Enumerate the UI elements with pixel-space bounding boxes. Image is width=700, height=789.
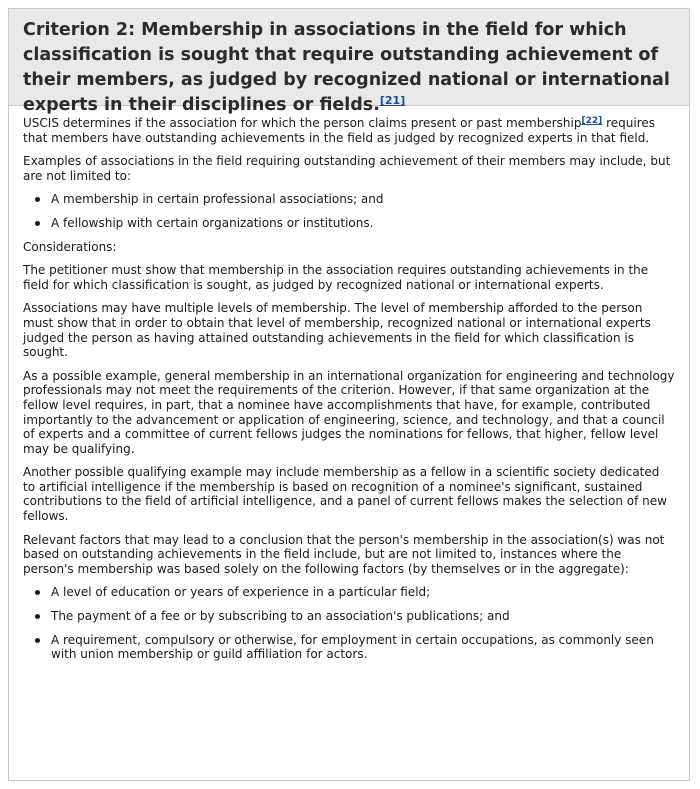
footnote-22-link[interactable]: [22] bbox=[581, 116, 603, 126]
paragraph: As a possible example, general membership in an international organization for engineering and technology professionals may not meet the requirements of the criterion. However, if that same organization at the fellow level requires, in part, that a nominee have accomplishments that have, for example, contributed importantly to the advancement or application of engineering, science, and technology, and that a council of experts and a committee of current fellows judges the nominations for fellows, that higher, fellow level may be qualifying. bbox=[23, 368, 675, 456]
considerations-label: Considerations: bbox=[23, 239, 117, 254]
intro-text-end: requires that members have outstanding achievements in the field as judged by recognized experts in that field. bbox=[23, 116, 655, 145]
paragraph: Associations may have multiple levels of membership. The level of membership afforded to the person must show that in order to obtain that level of membership, recognized national or international experts judged the person as having attained outstanding achievements in the field for which classification is sought. bbox=[23, 301, 651, 360]
paragraph: Relevant factors that may lead to a conclusion that the person's membership in the association(s) was not based on outstanding achievements in the field include, but are not limited to, instances where the person's membership was based solely on the following factors (by themselves or in the aggregate): bbox=[23, 532, 665, 576]
paragraph: Another possible qualifying example may include membership as a fellow in a scientific society dedicated to artificial intelligence if the membership is based on recognition of a nominee's significant, sustained contributions to the field of artificial intelligence, and a panel of current fellows makes the selection of new fellows. bbox=[23, 465, 667, 524]
criterion-body bbox=[9, 106, 689, 662]
criterion-panel bbox=[8, 8, 690, 781]
examples-list bbox=[23, 192, 675, 230]
criterion-title bbox=[23, 18, 675, 118]
footnote-22 bbox=[582, 116, 603, 126]
intro-text-start: USCIS determines if the association for which the person claims present or past membership bbox=[23, 116, 582, 130]
criterion-title-text: Criterion 2: Membership in associations in the field for which classification is sought that require outstanding achievement of their members, as judged by recognized national or international experts in their disciplines or fields. bbox=[23, 20, 670, 115]
factors-list bbox=[23, 585, 675, 661]
paragraph: The petitioner must show that membership in the association requires outstanding achievements in the field for which classification is sought, as judged by recognized national or international experts. bbox=[23, 263, 649, 292]
list-item: A membership in certain professional associations; and bbox=[51, 192, 675, 207]
criterion-header bbox=[9, 9, 689, 115]
list-item: A level of education or years of experience in a particular field; bbox=[51, 585, 675, 600]
examples-intro: Examples of associations in the field requiring outstanding achievement of their members may include, but are not limited to: bbox=[23, 154, 671, 183]
footnote-21 bbox=[380, 94, 405, 107]
list-item: A requirement, compulsory or otherwise, for employment in certain occupations, as commonly seen with union membership or guild affiliation for actors. bbox=[51, 633, 675, 662]
list-item: A fellowship with certain organizations or institutions. bbox=[51, 216, 675, 231]
list-item: The payment of a fee or by subscribing to an association's publications; and bbox=[51, 609, 675, 624]
intro-paragraph bbox=[23, 116, 675, 145]
footnote-21-link[interactable]: [21] bbox=[379, 94, 406, 107]
